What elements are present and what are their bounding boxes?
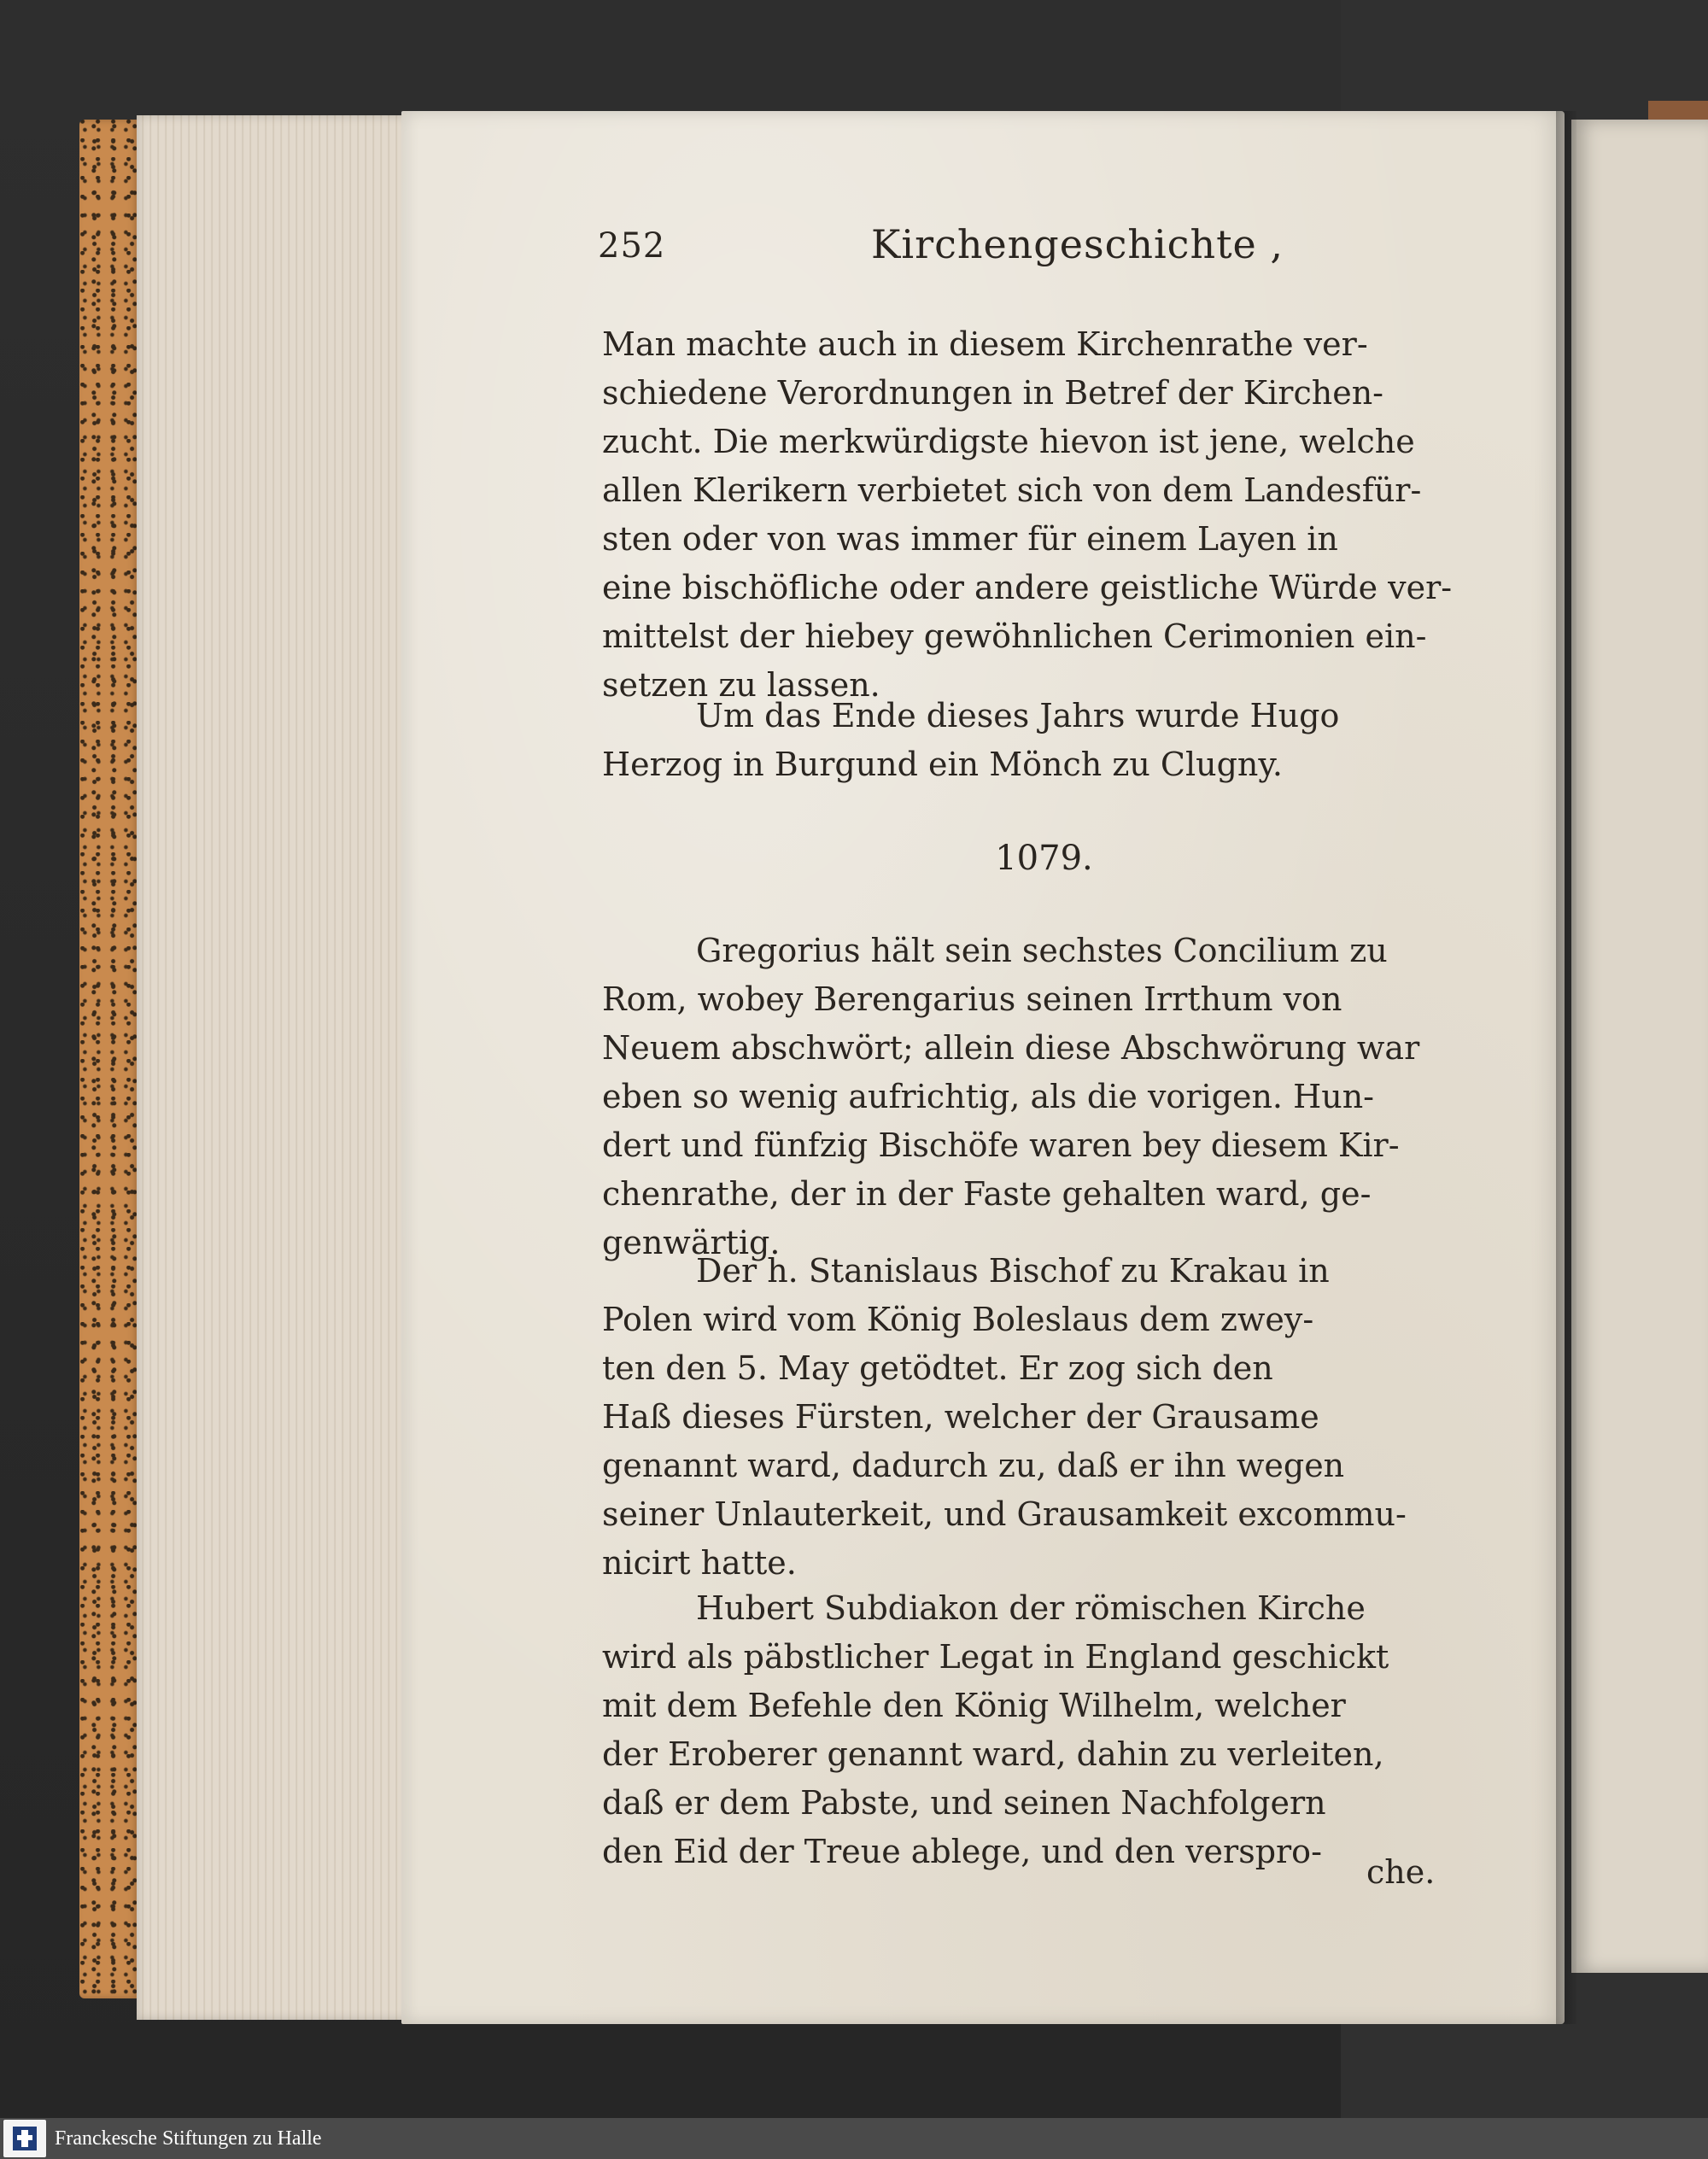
book-fore-edge — [79, 120, 141, 1998]
paragraph — [602, 692, 1486, 789]
text-line: eine bischöfliche oder andere geistliche Würde ver- — [602, 569, 1453, 606]
text-line: sten oder von was immer für einem Layen in — [602, 520, 1338, 558]
text-line: mit dem Befehle den König Wilhelm, welcher — [602, 1687, 1346, 1724]
text-line: Herzog in Burgund ein Mönch zu Clugny. — [602, 746, 1283, 783]
franckesche-stiftungen-logo-icon[interactable] — [3, 2120, 46, 2157]
text-line: Rom, wobey Berengarius seinen Irrthum von — [602, 980, 1342, 1018]
text-line: allen Klerikern verbietet sich von dem Landesfür- — [602, 471, 1422, 509]
text-line: ten den 5. May getödtet. Er zog sich den — [602, 1349, 1273, 1387]
text-line: der Eroberer genannt ward, dahin zu verleiten, — [602, 1735, 1384, 1773]
text-line: Polen wird vom König Boleslaus dem zwey- — [602, 1301, 1314, 1338]
text-line: genannt ward, dadurch zu, daß er ihn wegen — [602, 1447, 1345, 1484]
text-line: Man machte auch in diesem Kirchenrathe ver- — [602, 325, 1368, 363]
text-line: eben so wenig aufrichtig, als die vorigen. Hun- — [602, 1078, 1375, 1115]
text-line: wird als päbstlicher Legat in England geschickt — [602, 1638, 1389, 1676]
paragraph — [602, 927, 1486, 1267]
page-gutter-shadow — [1556, 111, 1576, 2024]
text-line: genwärtig. — [602, 1224, 781, 1261]
catchword: che. — [1366, 1853, 1436, 1891]
text-line: schiedene Verordnungen in Betref der Kirchen- — [602, 374, 1384, 412]
page-stack — [137, 115, 410, 2020]
text-line: zucht. Die merkwürdigste hievon ist jene, welche — [602, 423, 1415, 460]
footer-institution-link[interactable]: Franckesche Stiftungen zu Halle — [55, 2127, 322, 2150]
text-line: Neuem abschwört; allein diese Abschwörung war — [602, 1029, 1420, 1067]
running-head-title: Kirchengeschichte , — [871, 221, 1284, 267]
text-line: daß er dem Pabste, und seinen Nachfolgern — [602, 1784, 1326, 1822]
year-heading: 1079. — [995, 839, 1093, 878]
footer-bar — [0, 2118, 1708, 2159]
text-line: nicirt hatte. — [602, 1544, 797, 1582]
paragraph — [602, 1584, 1486, 1876]
facing-page — [1571, 120, 1708, 1973]
text-line: dert und fünfzig Bischöfe waren bey diesem Kir- — [602, 1126, 1400, 1164]
running-head — [598, 221, 1486, 278]
text-line: chenrathe, der in der Faste gehalten ward, ge- — [602, 1175, 1372, 1213]
text-line: Gregorius hält sein sechstes Concilium zu — [696, 932, 1388, 969]
text-line: seiner Unlauterkeit, und Grausamkeit excommu- — [602, 1495, 1407, 1533]
text-line: Haß dieses Fürsten, welcher der Grausame — [602, 1398, 1319, 1436]
text-line: Hubert Subdiakon der römischen Kirche — [696, 1589, 1366, 1627]
text-line: den Eid der Treue ablege, und den verspro- — [602, 1833, 1322, 1870]
text-line: Der h. Stanislaus Bischof zu Krakau in — [696, 1252, 1330, 1290]
paragraph — [602, 1247, 1486, 1588]
text-line: mittelst der hiebey gewöhnlichen Cerimonien ein- — [602, 617, 1427, 655]
page-number: 252 — [598, 226, 666, 266]
paragraph — [602, 320, 1486, 710]
text-line: setzen zu lassen. — [602, 666, 880, 704]
text-line: Um das Ende dieses Jahrs wurde Hugo — [696, 697, 1340, 734]
